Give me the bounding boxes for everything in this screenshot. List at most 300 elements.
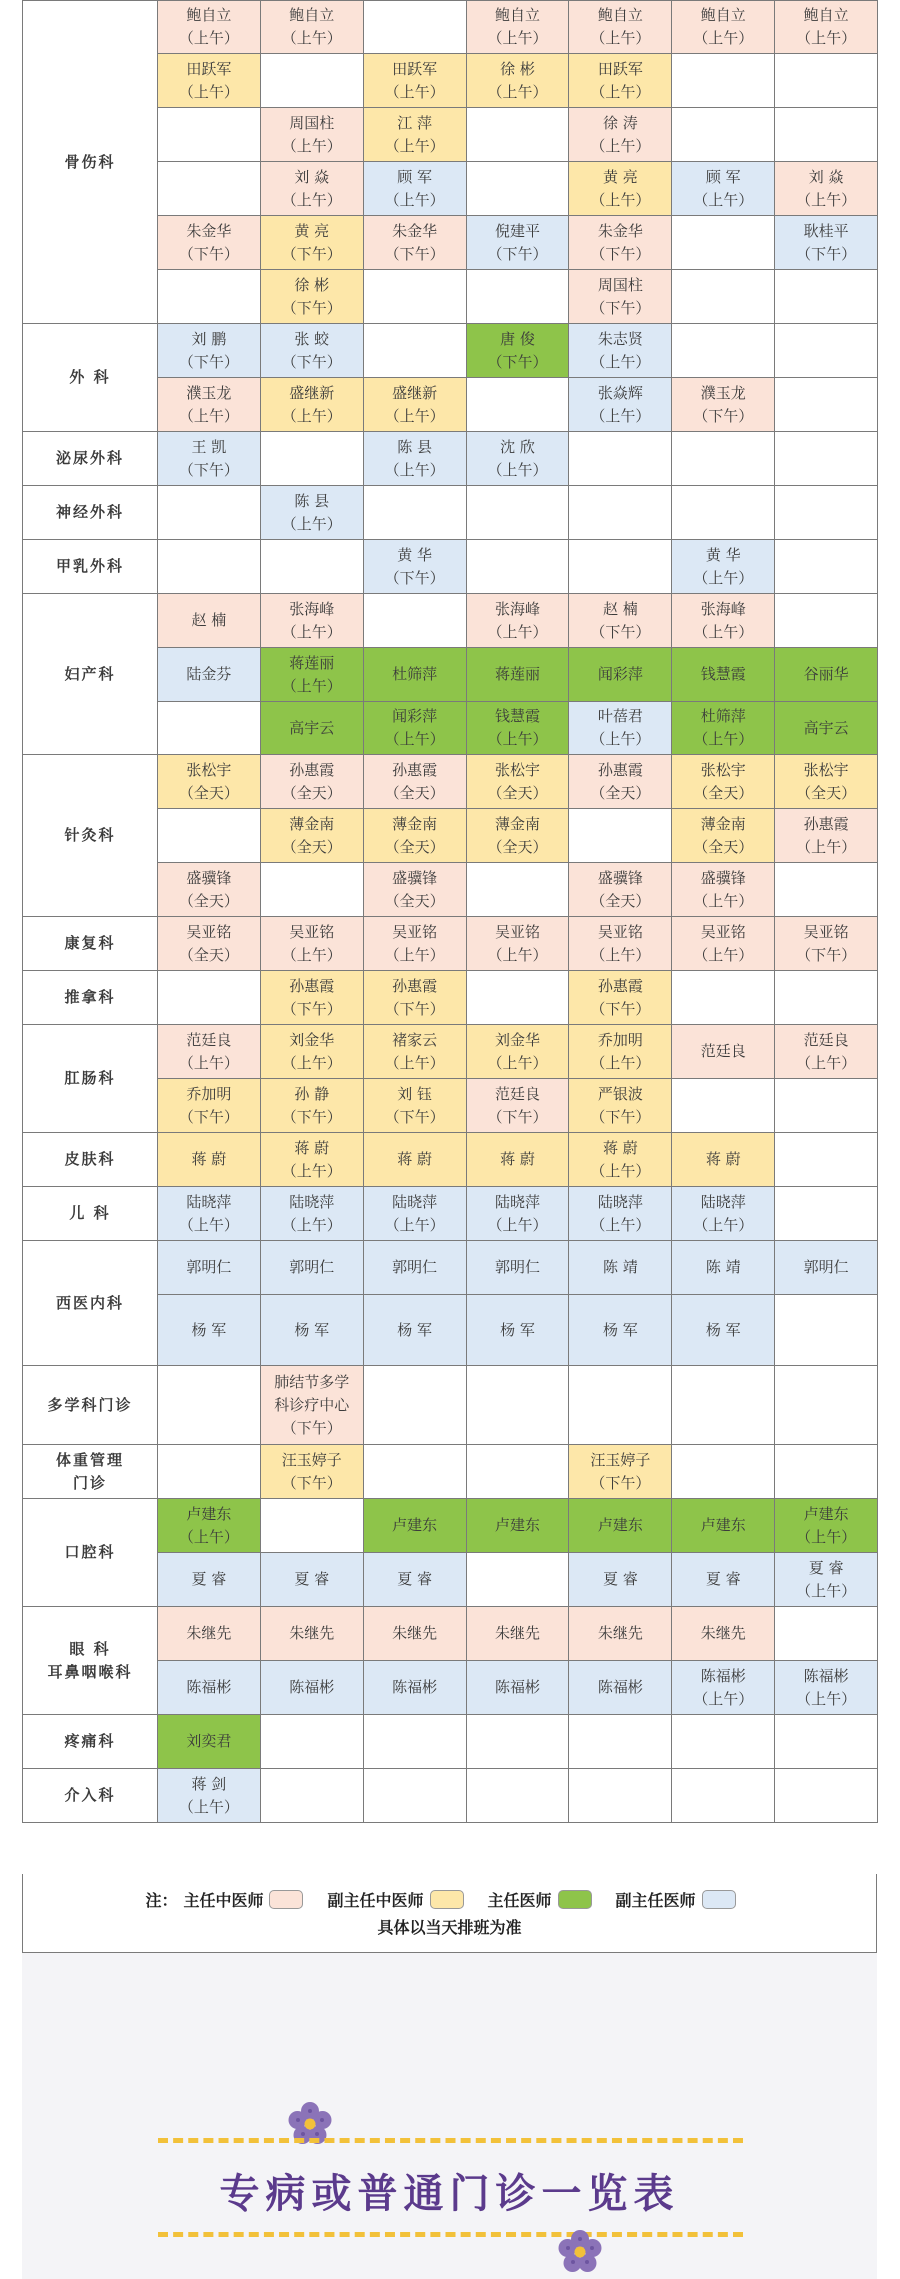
doctor-shift: 吴亚铭 （下午） xyxy=(796,922,857,964)
schedule-cell xyxy=(466,432,569,486)
schedule-cell xyxy=(466,270,569,324)
dept-label: 推拿科 xyxy=(64,988,116,1006)
schedule-cell xyxy=(775,1553,878,1607)
doctor-shift: 张海峰 （上午） xyxy=(281,599,342,641)
schedule-cell xyxy=(466,1295,569,1366)
dept-label: 口腔科 xyxy=(64,1543,116,1561)
legend-label: 主任中医师 xyxy=(183,1891,264,1910)
dept-label: 康复科 xyxy=(64,934,116,952)
schedule-cell xyxy=(363,755,466,809)
schedule-cell xyxy=(775,1295,878,1366)
schedule-cell xyxy=(260,216,363,270)
dept-rehab xyxy=(23,917,158,971)
doctor-shift: 蒋 蔚 xyxy=(705,1150,741,1168)
schedule-cell xyxy=(775,432,878,486)
schedule-cell xyxy=(363,54,466,108)
schedule-cell xyxy=(260,917,363,971)
doctor-shift: 钱慧霞 xyxy=(700,665,746,683)
schedule-cell xyxy=(569,863,672,917)
schedule-table-container xyxy=(22,0,877,1823)
schedule-cell xyxy=(363,1366,466,1445)
dept-dermatology xyxy=(23,1133,158,1187)
legend-item-chief-tcm xyxy=(183,1888,303,1911)
schedule-cell xyxy=(158,1769,261,1823)
schedule-cell xyxy=(775,702,878,755)
schedule-cell xyxy=(158,594,261,648)
legend-label: 主任医师 xyxy=(487,1891,552,1910)
doctor-shift: 周国柱 （上午） xyxy=(281,113,342,155)
doctor-shift: 耿桂平 （下午） xyxy=(796,221,857,263)
doctor-shift: 夏 睿 （上午） xyxy=(796,1558,857,1600)
doctor-shift: 朱金华 （下午） xyxy=(590,221,651,263)
schedule-cell xyxy=(363,432,466,486)
schedule-cell xyxy=(569,108,672,162)
schedule-cell xyxy=(672,108,775,162)
doctor-shift: 陆晓萍 （上午） xyxy=(590,1192,651,1234)
dept-weight-management xyxy=(23,1445,158,1499)
doctor-shift: 叶蓓君 （上午） xyxy=(590,707,651,748)
schedule-cell xyxy=(260,1025,363,1079)
doctor-shift: 朱继先 xyxy=(700,1624,746,1642)
schedule-cell xyxy=(363,1133,466,1187)
schedule-cell xyxy=(260,594,363,648)
doctor-shift: 高宇云 xyxy=(289,718,335,737)
dept-label: 肛肠科 xyxy=(64,1069,116,1087)
doctor-shift: 吴亚铭 （上午） xyxy=(281,922,342,964)
doctor-shift: 陆晓萍 （上午） xyxy=(178,1192,239,1234)
legend-swatch-pink xyxy=(269,1890,303,1909)
legend-item-deputy-chief-physician xyxy=(616,1888,736,1911)
doctor-shift: 范廷良 （上午） xyxy=(796,1030,857,1072)
schedule-cell xyxy=(260,809,363,863)
schedule-cell xyxy=(775,1025,878,1079)
schedule-cell xyxy=(775,917,878,971)
doctor-shift: 盛骥锋 （全天） xyxy=(384,868,445,910)
schedule-cell xyxy=(672,809,775,863)
schedule-cell xyxy=(775,1499,878,1553)
schedule-cell xyxy=(775,378,878,432)
doctor-shift: 刘 焱 （上午） xyxy=(281,167,342,209)
schedule-cell xyxy=(466,594,569,648)
schedule-cell xyxy=(158,1241,261,1295)
banner-dash-top xyxy=(158,2138,743,2143)
doctor-shift: 刘金华 （上午） xyxy=(281,1030,342,1072)
schedule-cell xyxy=(775,1661,878,1715)
doctor-shift: 张海峰 （上午） xyxy=(693,599,754,641)
schedule-cell xyxy=(775,540,878,594)
schedule-cell xyxy=(260,108,363,162)
schedule-cell xyxy=(775,1133,878,1187)
doctor-shift: 蒋 蔚 （上午） xyxy=(281,1138,342,1180)
schedule-cell xyxy=(672,1661,775,1715)
doctor-shift: 郭明仁 xyxy=(392,1258,438,1276)
doctor-shift: 黄 华 （上午） xyxy=(693,545,754,587)
doctor-shift: 孙惠霞 （下午） xyxy=(384,976,445,1018)
doctor-shift: 黄 华 （下午） xyxy=(384,545,445,587)
doctor-shift: 卢建东 xyxy=(392,1516,438,1534)
schedule-cell xyxy=(363,324,466,378)
doctor-shift: 顾 军 （上午） xyxy=(384,167,445,209)
schedule-cell xyxy=(260,486,363,540)
schedule-cell xyxy=(569,971,672,1025)
schedule-cell xyxy=(158,540,261,594)
doctor-shift: 黄 亮 （下午） xyxy=(281,221,342,263)
doctor-shift: 鲍自立 （上午） xyxy=(693,6,754,47)
schedule-row xyxy=(23,324,878,378)
dept-orthopedics xyxy=(23,1,158,324)
schedule-cell xyxy=(466,1445,569,1499)
schedule-cell xyxy=(569,432,672,486)
doctor-shift: 盛继新 （上午） xyxy=(384,383,445,425)
schedule-cell xyxy=(775,648,878,702)
legend-label: 副主任中医师 xyxy=(327,1891,424,1910)
dept-label: 皮肤科 xyxy=(64,1150,116,1168)
schedule-cell xyxy=(158,108,261,162)
schedule-cell xyxy=(672,1607,775,1661)
doctor-shift: 沈 欣 （上午） xyxy=(487,437,548,479)
schedule-cell xyxy=(363,1499,466,1553)
schedule-row xyxy=(23,971,878,1025)
doctor-shift: 徐 彬 （上午） xyxy=(487,59,548,101)
schedule-cell xyxy=(363,863,466,917)
schedule-cell xyxy=(466,108,569,162)
schedule-cell xyxy=(569,809,672,863)
doctor-shift: 陆晓萍 （上午） xyxy=(693,1192,754,1234)
schedule-cell xyxy=(775,162,878,216)
schedule-cell xyxy=(466,1366,569,1445)
schedule-cell xyxy=(466,486,569,540)
schedule-cell xyxy=(466,863,569,917)
schedule-cell xyxy=(775,809,878,863)
doctor-shift: 陈 县 （上午） xyxy=(384,437,445,479)
doctor-shift: 朱金华 （下午） xyxy=(178,221,239,263)
doctor-shift: 蒋 蔚 xyxy=(191,1150,227,1168)
schedule-cell xyxy=(260,1499,363,1553)
doctor-shift: 周国柱 （下午） xyxy=(590,275,651,317)
schedule-row xyxy=(23,755,878,809)
doctor-shift: 卢建东 xyxy=(597,1516,643,1534)
doctor-shift: 陈福彬 （上午） xyxy=(796,1666,857,1708)
doctor-shift: 吴亚铭 （全天） xyxy=(178,922,239,964)
schedule-cell xyxy=(363,702,466,755)
dept-anorectal xyxy=(23,1025,158,1133)
doctor-shift: 郭明仁 xyxy=(803,1258,849,1276)
schedule-cell xyxy=(260,1769,363,1823)
schedule-cell xyxy=(569,1133,672,1187)
doctor-shift: 郭明仁 xyxy=(289,1258,335,1276)
doctor-shift: 徐 涛 （上午） xyxy=(590,113,651,155)
schedule-cell xyxy=(363,809,466,863)
schedule-cell xyxy=(260,648,363,702)
schedule-cell xyxy=(158,432,261,486)
schedule-cell xyxy=(569,648,672,702)
dept-interventional xyxy=(23,1769,158,1823)
schedule-cell xyxy=(158,648,261,702)
schedule-cell xyxy=(260,540,363,594)
schedule-cell xyxy=(363,1187,466,1241)
schedule-row xyxy=(23,1187,878,1241)
schedule-cell xyxy=(569,486,672,540)
doctor-shift: 陆晓萍 （上午） xyxy=(384,1192,445,1234)
schedule-cell xyxy=(158,324,261,378)
dept-surgery xyxy=(23,324,158,432)
schedule-cell xyxy=(672,162,775,216)
doctor-shift: 张松宇 （全天） xyxy=(487,760,548,802)
schedule-cell xyxy=(260,1366,363,1445)
schedule-cell xyxy=(158,1553,261,1607)
schedule-cell xyxy=(466,1553,569,1607)
doctor-shift: 郭明仁 xyxy=(495,1258,541,1276)
schedule-cell xyxy=(363,540,466,594)
doctor-shift: 乔加明 （上午） xyxy=(590,1030,651,1072)
doctor-shift: 田跃军 （上午） xyxy=(384,59,445,101)
schedule-cell xyxy=(260,378,363,432)
dept-tuina xyxy=(23,971,158,1025)
schedule-row xyxy=(23,1366,878,1445)
schedule-cell xyxy=(466,1241,569,1295)
schedule-cell xyxy=(466,809,569,863)
doctor-shift: 赵 楠 （下午） xyxy=(590,599,651,641)
doctor-shift: 张松宇 （全天） xyxy=(796,760,857,802)
doctor-shift: 卢建东 （上午） xyxy=(796,1504,857,1546)
doctor-shift: 张松宇 （全天） xyxy=(693,760,754,802)
schedule-cell xyxy=(158,486,261,540)
schedule-cell xyxy=(260,702,363,755)
schedule-cell xyxy=(672,1715,775,1769)
doctor-shift: 孙惠霞 （全天） xyxy=(281,760,342,802)
schedule-cell xyxy=(569,54,672,108)
schedule-cell xyxy=(363,1661,466,1715)
legend-line xyxy=(23,1888,876,1911)
doctor-shift: 陆晓萍 （上午） xyxy=(487,1192,548,1234)
schedule-cell xyxy=(363,486,466,540)
dept-eye-ent xyxy=(23,1607,158,1715)
doctor-shift: 蒋莲丽 xyxy=(495,665,541,683)
schedule-cell xyxy=(158,755,261,809)
doctor-shift: 汪玉婷子 （下午） xyxy=(590,1450,651,1492)
schedule-cell xyxy=(466,1133,569,1187)
doctor-shift: 鲍自立 （上午） xyxy=(487,6,548,47)
schedule-cell xyxy=(775,1079,878,1133)
schedule-cell xyxy=(672,1366,775,1445)
schedule-cell xyxy=(775,1607,878,1661)
schedule-cell xyxy=(672,1025,775,1079)
doctor-shift: 杨 军 xyxy=(397,1320,433,1339)
schedule-cell xyxy=(569,1553,672,1607)
schedule-cell xyxy=(672,594,775,648)
schedule-cell xyxy=(363,270,466,324)
schedule-cell xyxy=(158,1025,261,1079)
schedule-cell xyxy=(775,1241,878,1295)
doctor-shift: 陈福彬 xyxy=(289,1678,335,1696)
doctor-shift: 张松宇 （全天） xyxy=(178,760,239,802)
schedule-cell xyxy=(569,270,672,324)
schedule-cell xyxy=(363,1769,466,1823)
schedule-cell xyxy=(775,1366,878,1445)
schedule-cell xyxy=(158,1715,261,1769)
schedule-cell xyxy=(158,1661,261,1715)
schedule-cell xyxy=(569,162,672,216)
doctor-shift: 刘 钰 （下午） xyxy=(384,1084,445,1126)
schedule-cell xyxy=(569,1769,672,1823)
schedule-cell xyxy=(672,54,775,108)
schedule-cell xyxy=(466,1769,569,1823)
doctor-shift: 张 蛟 （下午） xyxy=(281,329,342,371)
schedule-cell xyxy=(775,1187,878,1241)
dept-pain xyxy=(23,1715,158,1769)
doctor-shift: 范廷良 （上午） xyxy=(178,1030,239,1072)
schedule-cell xyxy=(466,216,569,270)
schedule-cell xyxy=(672,1241,775,1295)
doctor-shift: 杨 军 xyxy=(602,1320,638,1339)
doctor-shift: 范廷良 xyxy=(700,1042,746,1060)
purple-flower-icon xyxy=(556,2228,604,2276)
doctor-shift: 盛骥锋 （上午） xyxy=(693,868,754,910)
doctor-shift: 倪建平 （下午） xyxy=(487,221,548,263)
schedule-cell xyxy=(466,54,569,108)
schedule-cell xyxy=(569,1187,672,1241)
doctor-shift: 闻彩萍 （上午） xyxy=(384,707,445,748)
schedule-cell xyxy=(466,755,569,809)
schedule-cell xyxy=(260,1445,363,1499)
schedule-cell xyxy=(672,486,775,540)
schedule-cell xyxy=(158,809,261,863)
banner-dash-bottom xyxy=(158,2232,743,2237)
doctor-shift: 杨 军 xyxy=(500,1320,535,1339)
schedule-cell xyxy=(672,216,775,270)
schedule-cell xyxy=(672,1445,775,1499)
schedule-cell xyxy=(466,1607,569,1661)
schedule-row xyxy=(23,1,878,54)
schedule-cell xyxy=(672,648,775,702)
schedule-cell xyxy=(260,432,363,486)
doctor-shift: 钱慧霞 （上午） xyxy=(487,707,548,748)
schedule-cell xyxy=(569,1295,672,1366)
schedule-cell xyxy=(158,1133,261,1187)
doctor-shift: 江 萍 （上午） xyxy=(384,113,445,155)
dept-pediatrics xyxy=(23,1187,158,1241)
schedule-row xyxy=(23,1499,878,1553)
schedule-cell xyxy=(260,863,363,917)
schedule-cell xyxy=(158,1295,261,1366)
doctor-shift: 汪玉婷子 （下午） xyxy=(281,1450,342,1492)
banner-title: 专病或普通门诊一览表 xyxy=(219,2171,680,2217)
schedule-cell xyxy=(363,1241,466,1295)
doctor-shift: 孙惠霞 （全天） xyxy=(590,760,651,802)
dept-label: 多学科门诊 xyxy=(47,1395,133,1414)
schedule-cell xyxy=(775,755,878,809)
doctor-shift: 孙惠霞 （下午） xyxy=(281,976,342,1018)
schedule-cell xyxy=(672,1769,775,1823)
schedule-cell xyxy=(569,1241,672,1295)
schedule-cell xyxy=(569,1025,672,1079)
dept-label: 儿 科 xyxy=(69,1204,111,1222)
doctor-shift: 蒋 剑 （上午） xyxy=(178,1774,239,1816)
doctor-shift: 杨 军 xyxy=(294,1320,330,1339)
schedule-cell xyxy=(363,162,466,216)
schedule-cell xyxy=(775,1,878,54)
schedule-cell xyxy=(260,1,363,54)
schedule-cell xyxy=(775,324,878,378)
dept-label: 外 科 xyxy=(69,368,111,386)
doctor-shift: 田跃军 （上午） xyxy=(590,59,651,101)
doctor-shift: 褚家云 （上午） xyxy=(384,1030,445,1072)
schedule-cell xyxy=(672,1499,775,1553)
dept-label: 眼 科 耳鼻咽喉科 xyxy=(47,1639,133,1681)
dept-label: 泌尿外科 xyxy=(55,449,124,467)
schedule-cell xyxy=(569,216,672,270)
schedule-row xyxy=(23,540,878,594)
legend-item-deputy-chief-tcm xyxy=(327,1888,463,1911)
schedule-cell xyxy=(158,863,261,917)
dept-acupuncture xyxy=(23,755,158,917)
schedule-row xyxy=(23,1445,878,1499)
schedule-cell xyxy=(363,971,466,1025)
doctor-shift: 顾 军 （上午） xyxy=(693,167,754,209)
schedule-row xyxy=(23,432,878,486)
doctor-shift: 夏 睿 xyxy=(705,1570,741,1588)
doctor-shift: 陆晓萍 （上午） xyxy=(281,1192,342,1234)
schedule-cell xyxy=(260,324,363,378)
schedule-cell xyxy=(158,54,261,108)
schedule-cell xyxy=(158,1445,261,1499)
doctor-shift: 孙惠霞 （下午） xyxy=(590,976,651,1018)
doctor-shift: 乔加明 （下午） xyxy=(178,1084,239,1126)
schedule-cell xyxy=(672,540,775,594)
schedule-cell xyxy=(158,1499,261,1553)
doctor-shift: 夏 睿 xyxy=(397,1570,433,1588)
schedule-cell xyxy=(672,270,775,324)
doctor-shift: 鲍自立 （上午） xyxy=(178,6,239,47)
doctor-shift: 王 凯 （下午） xyxy=(178,437,239,479)
dept-label: 神经外科 xyxy=(55,503,124,521)
schedule-cell xyxy=(672,324,775,378)
doctor-shift: 鲍自立 （上午） xyxy=(281,6,342,47)
schedule-row xyxy=(23,917,878,971)
schedule-row xyxy=(23,1241,878,1295)
dept-label: 甲乳外科 xyxy=(55,557,124,575)
schedule-row xyxy=(23,1607,878,1661)
schedule-cell xyxy=(672,432,775,486)
schedule-cell xyxy=(466,162,569,216)
doctor-shift: 肺结节多学 科诊疗中心 （下午） xyxy=(274,1372,350,1437)
doctor-shift: 张海峰 （上午） xyxy=(487,599,548,641)
schedule-cell xyxy=(775,270,878,324)
doctor-shift: 朱志贤 （上午） xyxy=(590,329,651,371)
schedule-cell xyxy=(569,1499,672,1553)
schedule-cell xyxy=(672,378,775,432)
schedule-cell xyxy=(775,54,878,108)
schedule-cell xyxy=(466,702,569,755)
dept-label: 骨伤科 xyxy=(64,152,116,171)
schedule-cell xyxy=(158,1366,261,1445)
doctor-shift: 孙 静 （下午） xyxy=(281,1084,342,1126)
schedule-cell xyxy=(569,378,672,432)
dept-thyroid-breast xyxy=(23,540,158,594)
schedule-cell xyxy=(466,1499,569,1553)
schedule-cell xyxy=(363,1715,466,1769)
schedule-row xyxy=(23,1133,878,1187)
schedule-cell xyxy=(260,1295,363,1366)
doctor-shift: 濮玉龙 （下午） xyxy=(693,383,754,425)
doctor-shift: 鲍自立 （上午） xyxy=(590,6,651,47)
doctor-shift: 吴亚铭 （上午） xyxy=(693,922,754,964)
dept-label: 妇产科 xyxy=(64,664,116,683)
schedule-cell xyxy=(158,216,261,270)
doctor-shift: 刘 鹏 （下午） xyxy=(178,329,239,371)
doctor-shift: 孙惠霞 （上午） xyxy=(796,814,857,856)
doctor-shift: 夏 睿 xyxy=(294,1570,330,1588)
